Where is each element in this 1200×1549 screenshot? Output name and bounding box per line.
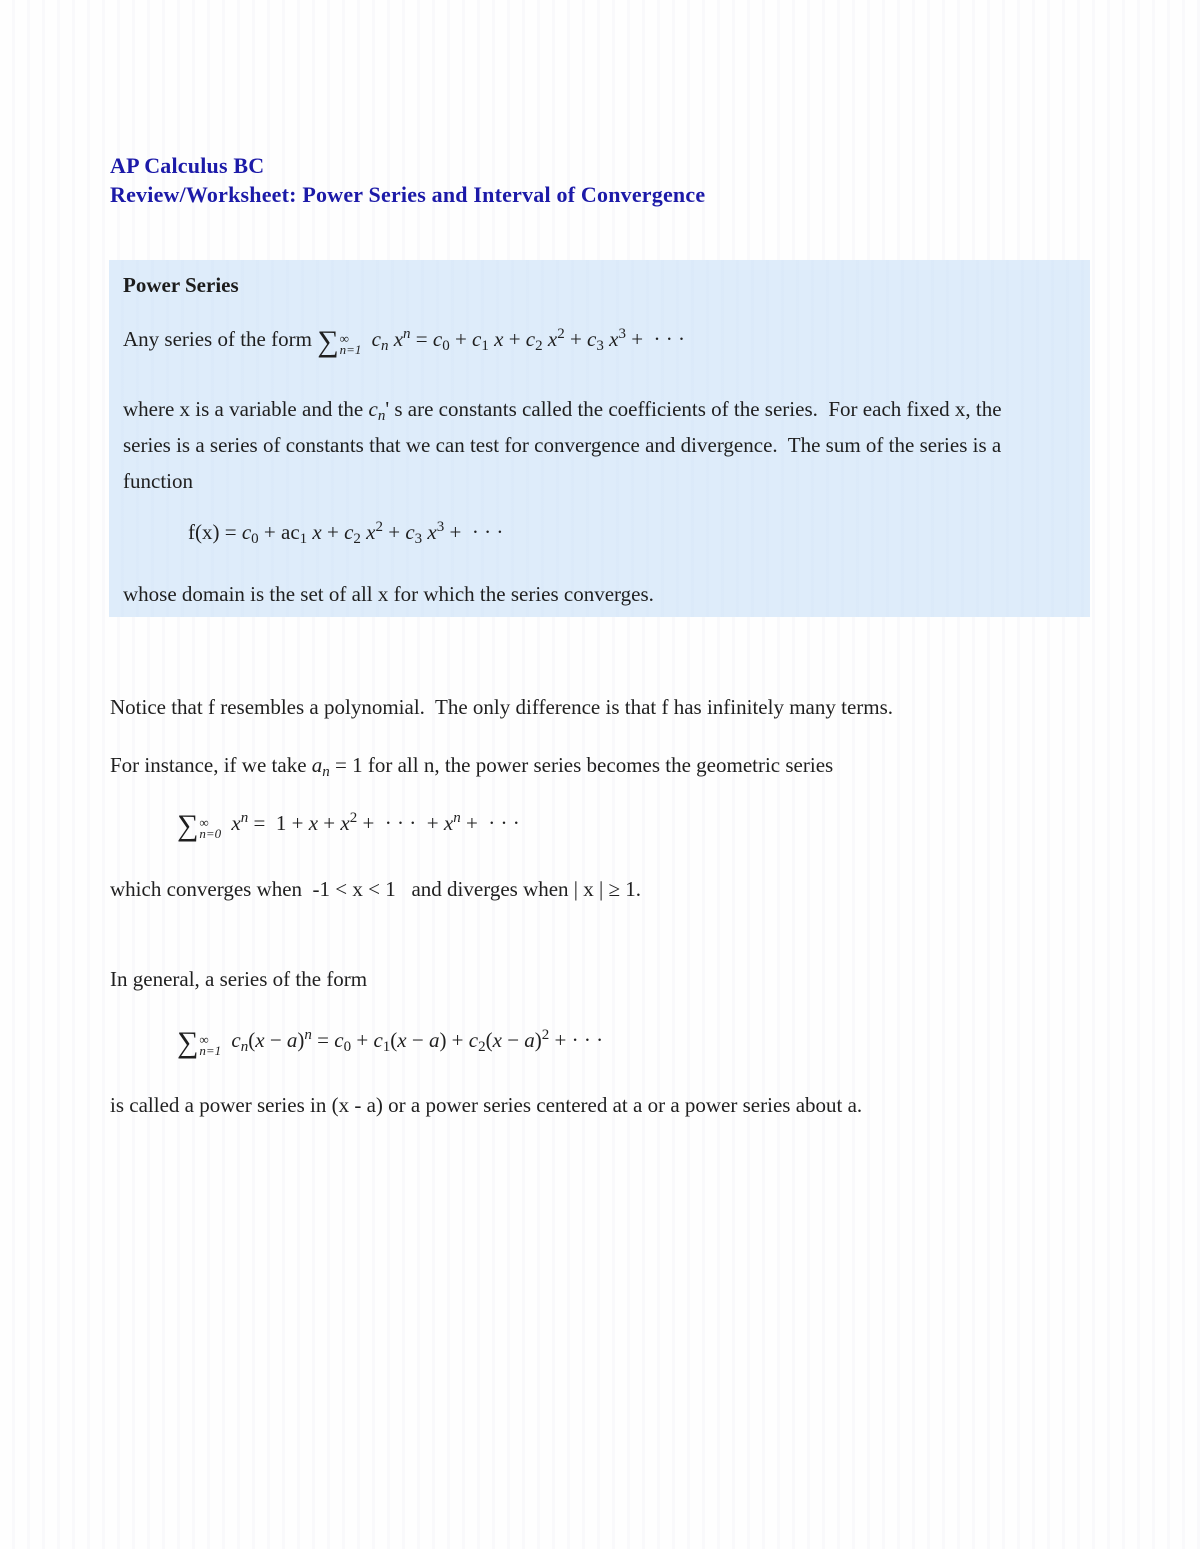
notice-statement: Notice that f resembles a polynomial. The only difference is that f has infinitely many terms.	[110, 695, 894, 719]
for-instance-statement: For instance, if we take an = 1 for all n, the power series becomes the geometric series	[110, 753, 834, 780]
coefficients-paragraph-line3: function	[123, 469, 193, 493]
box-heading: Power Series	[123, 273, 239, 297]
coefficients-paragraph	[123, 391, 1078, 499]
page-title	[110, 151, 705, 209]
geometric-series-formula: ∑ ∞ n=0 $x^n = 1 + x + x^2$ + · · · + $x^n$ + · · ·	[177, 809, 520, 842]
page-title-line2: Review/Worksheet: Power Series and Interval of Convergence	[110, 182, 706, 207]
convergence-statement: which converges when -1 < x < 1 and diverges when | x | ≥ 1.	[110, 877, 641, 901]
domain-statement: whose domain is the set of all x for which the series converges.	[123, 582, 654, 606]
coefficients-paragraph-line1: where x is a variable and the cn' s are constants called the coefficients of the series. For each fixed x, the	[123, 397, 1002, 424]
page-title-line1: AP Calculus BC	[110, 153, 265, 178]
fx-sum-formula: f(x) = c0 + ac1 x + c2 $x^2 + c3$ $x^3$ + · · ·	[188, 519, 504, 547]
in-general-statement: In general, a series of the form	[110, 967, 368, 991]
power-series-definition-box	[109, 260, 1090, 617]
power-series-formula: Any series of the form ∑ ∞ n=1 cn $x^n = c0 + c1$ x + c2 $x^2 + c3$ $x^3$ + · · ·	[123, 325, 686, 358]
coefficients-paragraph-line2: series is a series of constants that we can test for convergence and divergence. The sum of the series is a	[123, 433, 1002, 457]
centered-series-formula: ∑ ∞ n=1 $cn(x - a)^n = c0 + c1(x - a) + c2(x - a)^2$ + · · ·	[177, 1026, 604, 1059]
power-series-naming-statement: is called a power series in (x - a) or a power series centered at a or a power series about a.	[110, 1093, 863, 1117]
